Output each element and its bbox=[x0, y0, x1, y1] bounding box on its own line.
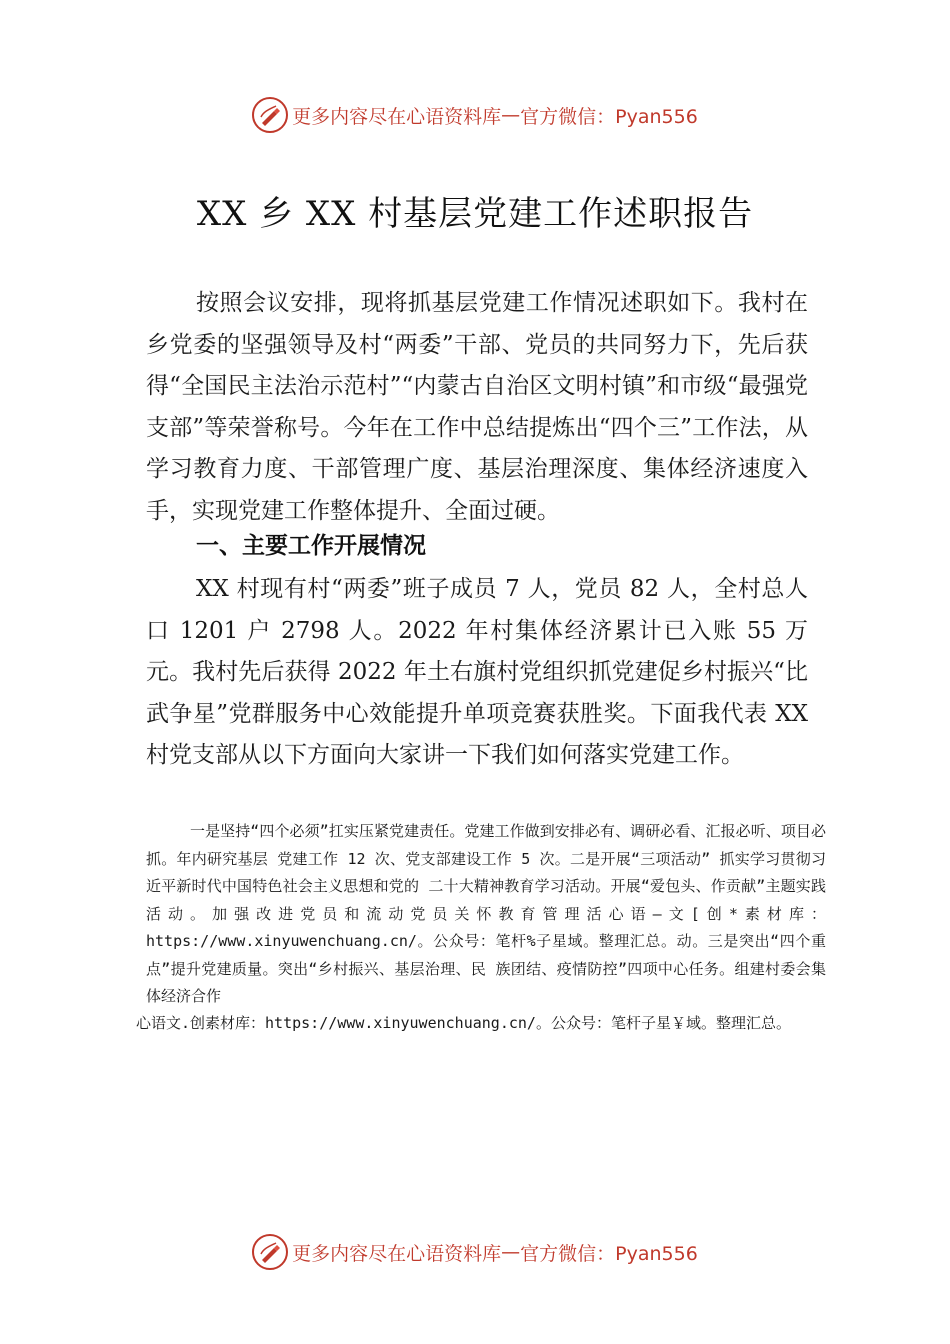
banner-separator: — bbox=[501, 104, 521, 126]
footer-banner bbox=[0, 1232, 950, 1272]
intro-paragraph: 按照会议安排，现将抓基层党建工作情况述职如下。我村在乡党委的坚强领导及村“两委”干部、党员的共同努力下，先后获得“全国民主法治示范村”“内蒙古自治区文明村镇”和市级“最强党支部”等荣誉称号。今年在工作中总结提炼出“四个三”工作法，从学习教育力度、干部管理广度、基层治理深度、集体经济速度入手，实现党建工作整体提升、全面过硬。 bbox=[146, 290, 808, 524]
header-banner bbox=[0, 95, 950, 135]
footer-banner-separator: — bbox=[501, 1241, 521, 1263]
footer-banner-title: 更多内容尽在心语资料库 bbox=[292, 1242, 502, 1265]
footer-banner-wechat: 官方微信：Pyan556 bbox=[520, 1242, 698, 1265]
pen-logo-icon bbox=[252, 97, 288, 133]
small-print-last-line: 心语文.创素材库：https://www.xinyuwenchuang.cn/。公众号：笔杆子星￥域。整理汇总。 bbox=[136, 1014, 791, 1032]
document-title: XX 乡 XX 村基层党建工作述职报告 bbox=[196, 194, 754, 234]
small-print-paragraph: 一是坚持“四个必须”扛实压紧党建责任。党建工作做到安排必有、调研必看、汇报必听、项目必抓。年内研究基层 党建工作 12 次、党支部建设工作 5 次。二是开展“三项活动” 抓实学习贯彻习近平新时代中国特色社会主义思想和党的 二十大精神教育学习活动。开展“爱包头、作贡献”主题实践活动。加强改进党员和流动党员关怀教育管理活心语—文[创*素材库：https://www.xinyuwenchuang.cn/。公众号：笔杆%子星域。整理汇总。动。三是突出“四个重点”提升党建质量。突出“乡村振兴、基层治理、民 族团结、疫情防控”四项中心任务。组建村委会集体经济合作 bbox=[146, 822, 826, 1005]
section-body-paragraph: XX 村现有村“两委”班子成员 7 人，党员 82 人，全村总人口 1201 户 2798 人。2022 年村集体经济累计已入账 55 万元。我村先后获得 2022 年土右旗村党组织抓党建促乡村振兴“比武争星”党群服务中心效能提升单项竞赛获胜奖。下面我代表 XX 村党支部从以下方面向大家讲一下我们如何落实党建工作。 bbox=[146, 576, 808, 768]
banner-title: 更多内容尽在心语资料库 bbox=[292, 105, 502, 128]
banner-wechat: 官方微信：Pyan556 bbox=[520, 105, 698, 128]
pen-logo-icon bbox=[252, 1234, 288, 1270]
section-heading: 一、主要工作开展情况 bbox=[196, 533, 426, 559]
